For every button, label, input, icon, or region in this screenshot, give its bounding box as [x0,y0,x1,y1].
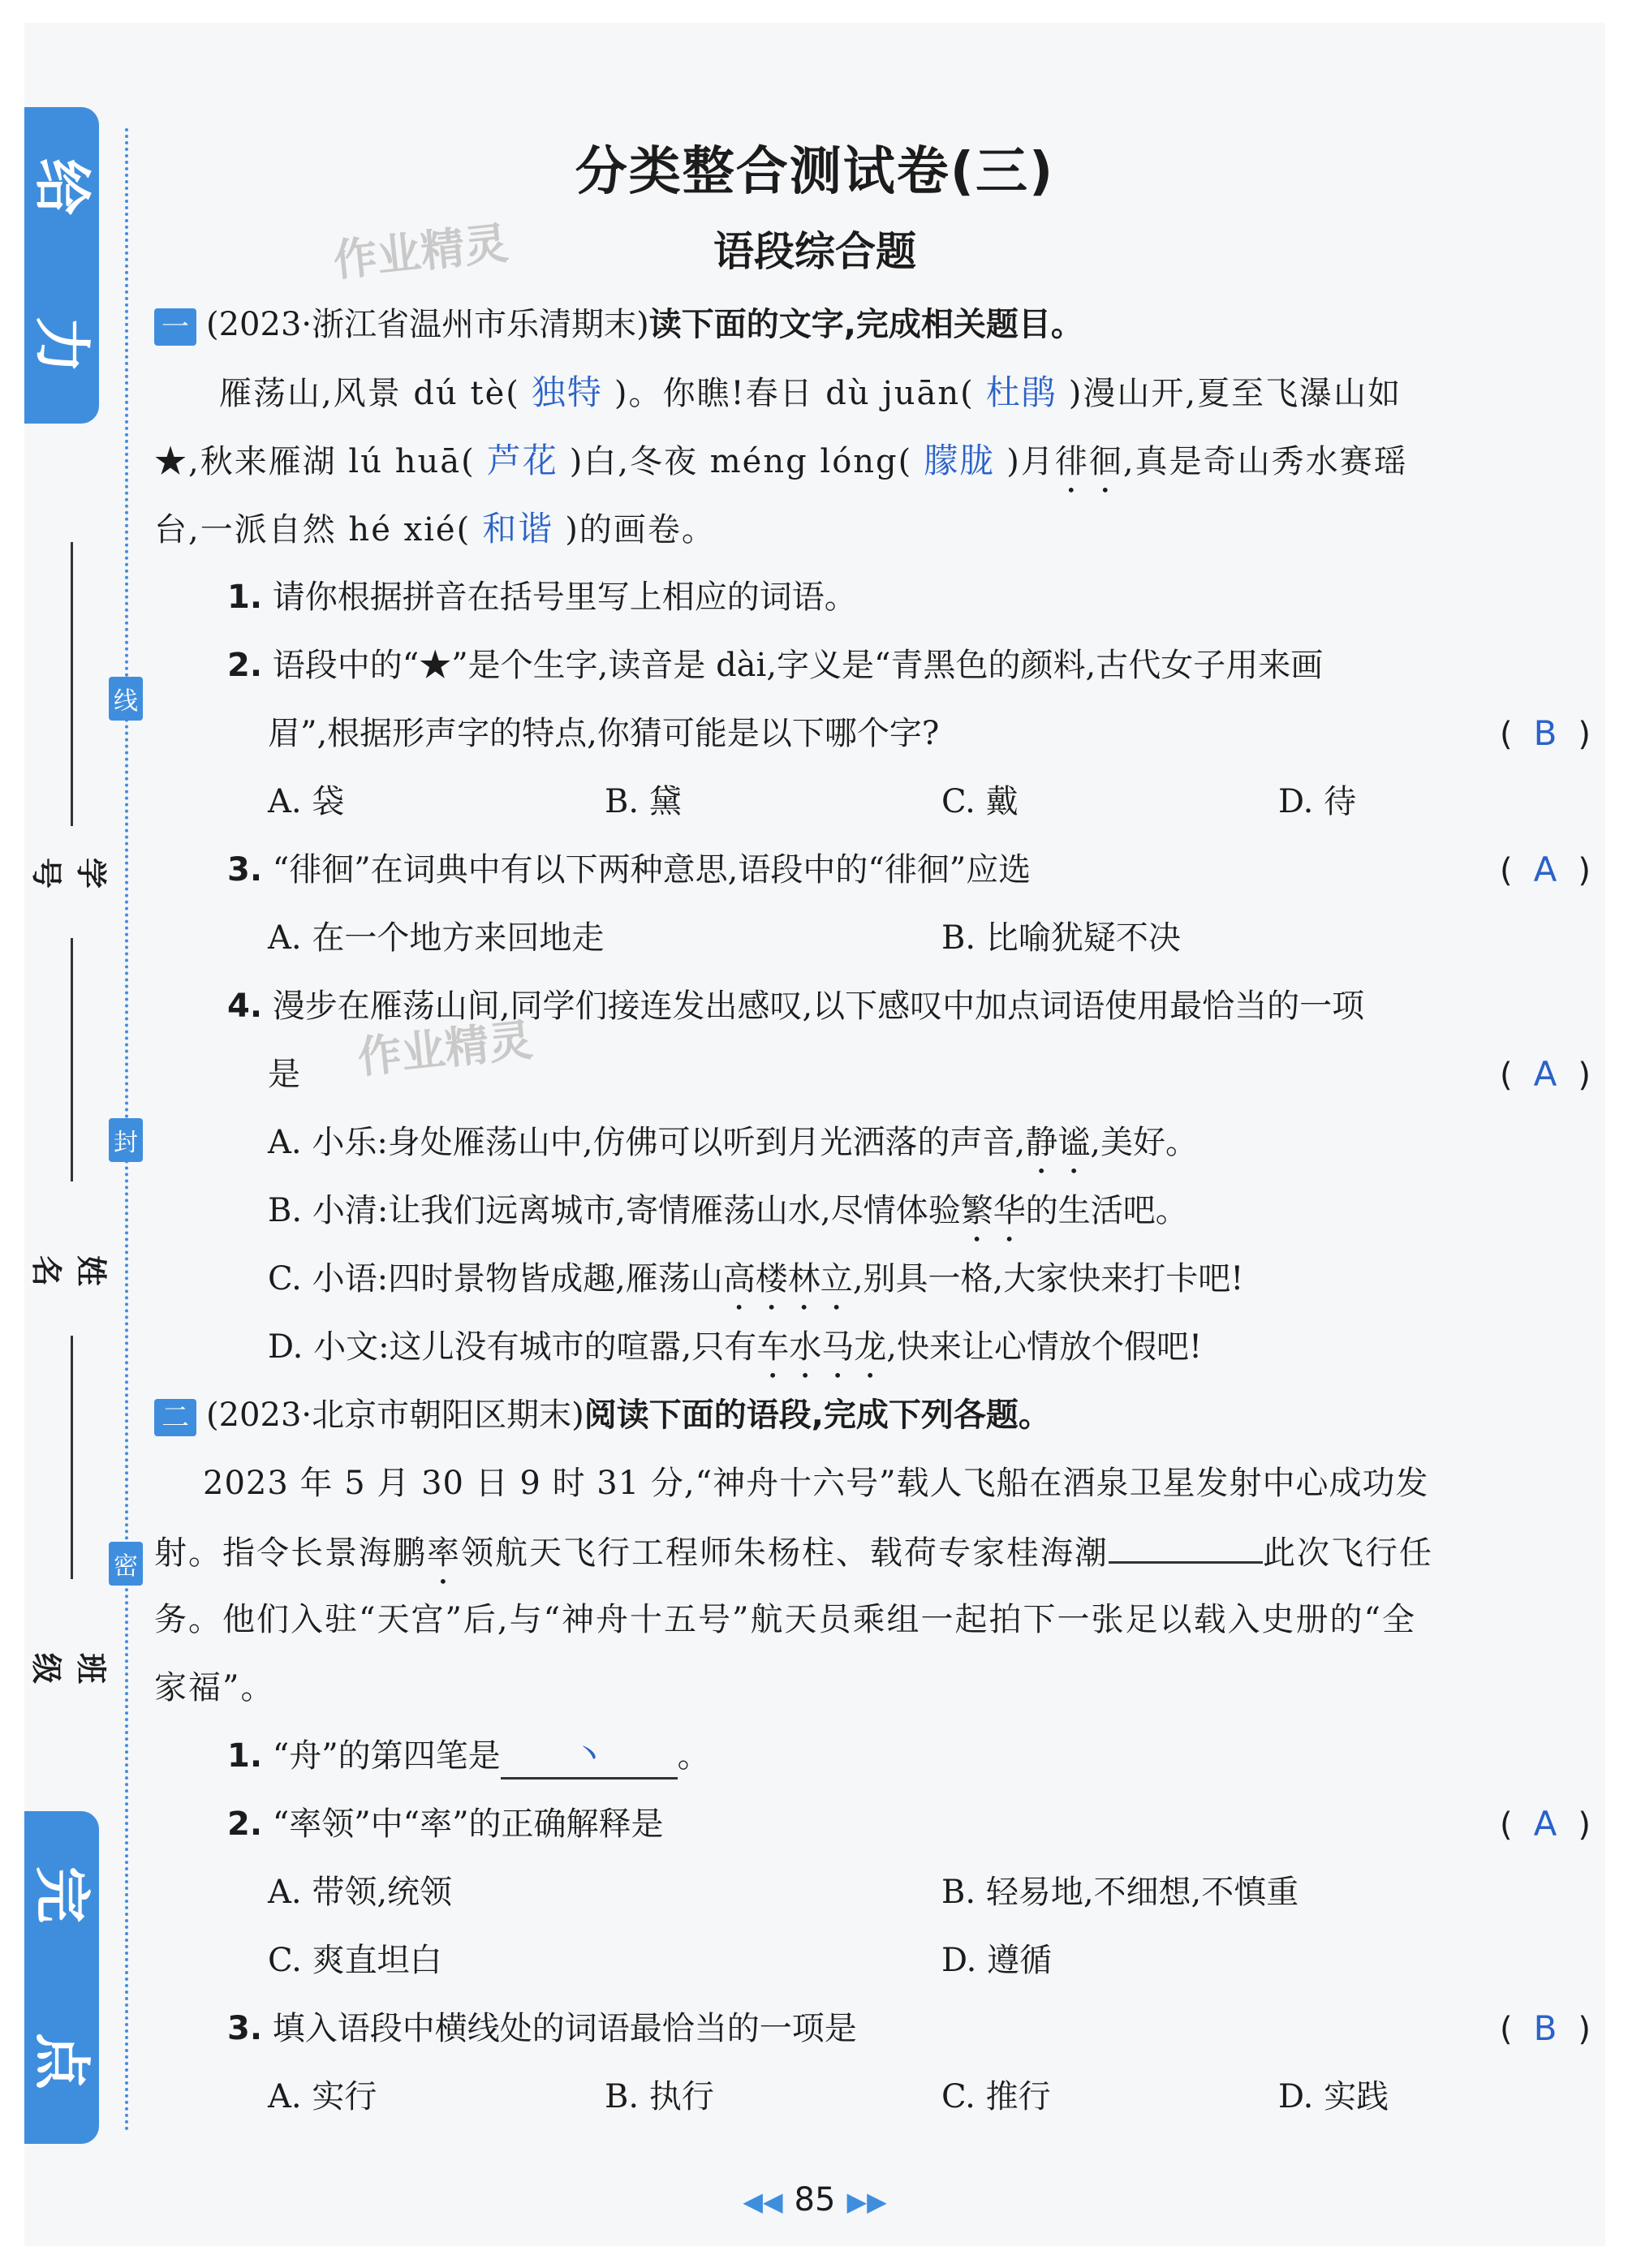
fill-blank [1109,1517,1263,1564]
answer-bracket: ( B ) [1499,2008,1591,2048]
handwritten-answer: 独特 [531,372,603,412]
question-4-option-d: D. 小文:这儿没有城市的喧嚣,只有车水马龙,快来让心情放个假吧! [268,1328,1203,1366]
passage-line: 2023 年 5 月 30 日 9 时 31 分,“神舟十六号”载人飞船在酒泉卫星发射中心成功发 [203,1465,1429,1502]
question-4-option-c: C. 小语:四时景物皆成趣,雁荡山高楼林立,别具一格,大家快来打卡吧! [268,1260,1244,1298]
passage-line: 务。他们入驻“天宫”后,与“神舟十五号”航天员乘组一起拍下一张足以载入史册的“全 [154,1601,1416,1638]
question-1: 1. 请你根据拼音在括号里写上相应的词语。 [227,579,857,616]
content [154,290,1591,2131]
question-2-options: A. 袋 B. 黛 C. 戴 D. 待 [268,783,1357,820]
section-badge: 二 [154,1399,196,1436]
section-badge: 一 [154,308,196,346]
worksheet-page [24,23,1605,2246]
question-2-3: 3. 填入语段中横线处的词语最恰当的一项是 ( B ) [154,1995,1591,2063]
answer-bracket: ( A ) [1500,1054,1591,1094]
passage-line: 射。指令长景海鹏率领航天飞行工程师朱杨柱、载荷专家桂海潮 此次飞行任 [154,1517,1591,1586]
question-2-2-options-row2: C. 爽直坦白 D. 遵循 [268,1942,1053,1979]
question-2-3-options: A. 实行 B. 执行 C. 推行 D. 实践 [268,2078,1389,2115]
binding-tab-bottom: 完 点 [24,1811,99,2144]
question-4-cont: 是 ( A ) [154,1040,1591,1108]
passage-line: 家福”。 [154,1669,275,1706]
question-2: 2. 语段中的“★”是个生字,读音是 dài,字义是“青黑色的颜料,古代女子用来画 [227,647,1324,684]
page-footer [24,2181,1605,2219]
question-4-option-b: B. 小清:让我们远离城市,寄情雁荡山水,尽情体验繁华的生活吧。 [268,1192,1188,1229]
passage-line: 台,一派自然 hé xié( 和谐 )的画卷。 [154,509,716,549]
handwritten-answer: 朦胧 [924,441,996,480]
question-4: 4. 漫步在雁荡山间,同学们接连发出感叹,以下感叹中加点词语使用最恰当的一项 [227,988,1365,1025]
watermark: 作业精灵 [330,217,511,287]
binding-tab-top: 给 力 [24,107,99,424]
answer-bracket: ( A ) [1500,1804,1591,1844]
page-number: 85 [794,2181,836,2219]
answer-bracket: ( B ) [1499,713,1591,753]
question-3: 3. “徘徊”在词典中有以下两种意思,语段中的“徘徊”应选 ( A ) [154,836,1591,904]
passage-line: ★,秋来雁湖 lú huā( 芦花 )白,冬夜 méng lóng( 朦胧 )月徘徊,真是奇山秀水赛瑶 [154,441,1408,480]
watermark: 作业精灵 [355,1013,536,1084]
passage-line: 雁荡山,风景 dú tè( 独特 )。你瞧!春日 dù juān( 杜鹃 )漫山开,夏至飞瀑山如 [219,372,1402,412]
class-field: 班级 [28,1653,109,1685]
handwritten-answer: 杜鹃 [985,372,1057,412]
question-2-cont: 眉”,根据形声字的特点,你猜可能是以下哪个字? ( B ) [154,699,1591,768]
question-2-2-options-row1: A. 带领,统领 B. 轻易地,不细想,不慎重 [268,1874,1299,1911]
name-field: 姓名 [47,1224,96,1579]
next-arrow-icon: ▶▶ [846,2186,887,2217]
student-id-field: 学号 [47,542,96,1181]
section-1-heading: 一 (2023·浙江省温州市乐清期末)读下面的文字,完成相关题目。 [154,290,1591,359]
handwritten-answer: 芦花 [486,441,558,480]
page-title: 分类整合测试卷(三) [575,142,1055,202]
question-2-2: 2. “率领”中“率”的正确解释是 ( A ) [154,1790,1591,1858]
handwritten-answer: 和谐 [482,509,554,549]
section-2-heading: 二 (2023·北京市朝阳区期末)阅读下面的语段,完成下列各题。 [154,1381,1591,1449]
prev-arrow-icon: ◀◀ [743,2186,783,2217]
handwritten-answer: 丶 [501,1733,678,1780]
bind-mark-mi: 密 [109,1542,143,1586]
bind-mark-xian: 线 [109,677,143,721]
question-4-option-a: A. 小乐:身处雁荡山中,仿佛可以听到月光洒落的声音,静谧,美好。 [268,1124,1198,1161]
page-subtitle: 语段综合题 [713,228,916,275]
question-3-options: A. 在一个地方来回地走 B. 比喻犹疑不决 [268,919,1181,957]
bind-mark-feng: 封 [109,1118,143,1162]
question-2-1: 1. “舟”的第四笔是 丶 。 [154,1722,1591,1790]
answer-bracket: ( A ) [1500,850,1591,889]
